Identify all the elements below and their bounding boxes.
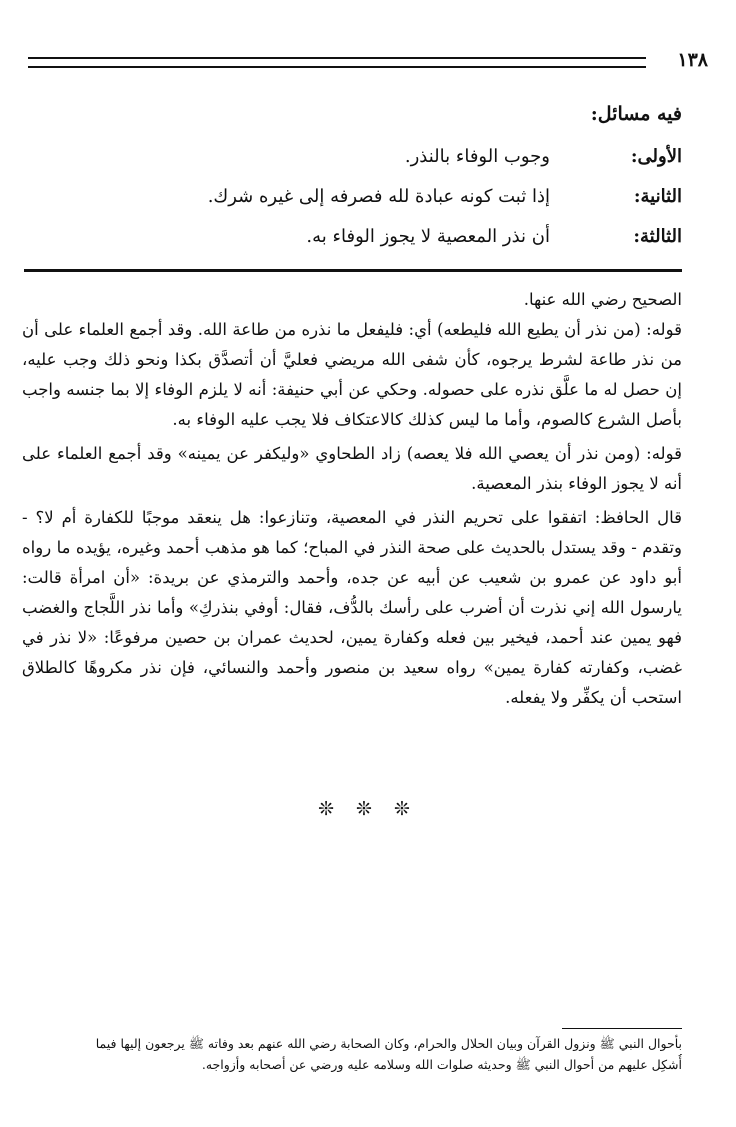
issue-third bbox=[162, 221, 682, 253]
issue-text: أن نذر المعصية لا يجوز الوفاء به. bbox=[306, 226, 550, 247]
issue-text: وجوب الوفاء بالنذر. bbox=[404, 146, 550, 167]
issue-label: الأولى: bbox=[630, 146, 682, 167]
section-divider bbox=[24, 269, 682, 272]
commentary-paragraph: الصحيح رضي الله عنها. bbox=[523, 290, 682, 309]
footnote-line: بأحوال النبي ﷺ ونزول القرآن وبيان الحلال والحرام، وكان الصحابة رضي الله عنهم بعد وفاته ﷺ يرجعون إليها فيما bbox=[95, 1036, 682, 1051]
issues-heading: فيه مسائل: bbox=[590, 103, 682, 125]
commentary-text bbox=[22, 285, 682, 717]
page-number: ١٣٨ bbox=[677, 49, 708, 71]
commentary-paragraph: قوله: (ومن نذر أن يعصي الله فلا يعصه) زاد الطحاوي «وليكفر عن يمينه» وقد أجمع العلماء على أنه لا يجوز الوفاء بنذر المعصية. bbox=[22, 444, 682, 493]
header-double-rule bbox=[28, 57, 646, 68]
issue-label: الثانية: bbox=[633, 186, 682, 207]
footnotes bbox=[22, 1033, 682, 1075]
issue-label: الثالثة: bbox=[633, 226, 682, 247]
issue-first bbox=[162, 141, 682, 173]
footnote-rule bbox=[562, 1028, 682, 1029]
issue-second bbox=[162, 181, 682, 213]
commentary-paragraph: قوله: (من نذر أن يطيع الله فليطعه) أي: فليفعل ما نذره من طاعة الله. وقد أجمع العلماء على أن من نذر طاعة لشرط يرجوه، كأن شفى الله مريضي فعليَّ أن أتصدَّق بكذا ونحو ذلك وجب عليه، إن حصل له ما علَّق نذره على حصوله. وحكي عن أبي حنيفة: أنه لا يلزم الوفاء إلا بما جنسه واجب بأصل الشرع كالصوم، وأما ما ليس كذلك كالاعتكاف فلا يجب عليه الوفاء به. bbox=[22, 320, 682, 429]
issue-text: إذا ثبت كونه عبادة لله فصرفه إلى غيره شرك. bbox=[207, 186, 550, 207]
page-header bbox=[28, 48, 708, 72]
section-separator-stars: ❊ ❊ ❊ bbox=[318, 798, 418, 820]
footnote-line: أُشكِل عليهم من أحوال النبي ﷺ وحديثه صلوات الله وسلامه عليه ورضي عن أصحابه وأزواجه. bbox=[201, 1057, 682, 1072]
commentary-paragraph: قال الحافظ: اتفقوا على تحريم النذر في المعصية، وتنازعوا: هل ينعقد موجبًا للكفارة أم لا؟ - وتقدم - وقد يستدل بالحديث على صحة النذر في المباح؛ كما هو مذهب أحمد وغيره، يؤيده ما رواه أبو داود عن عمرو بن شعيب عن أبيه عن جده، وأحمد والترمذي عن بريدة: «أن امرأة قالت: يارسول الله إني نذرت أن أضرب على رأسك بالدُّف، فقال: أوفي بنذركِ» وأما نذر اللَّجاج والغضب فهو يمين عند أحمد، فيخير بين فعله وكفارة يمين، لحديث عمران بن حصين مرفوعًا: «لا نذر في غضب، وكفارته كفارة يمين» رواه سعيد بن منصور وأحمد والنسائي، فإن نذر مكروهًا كالطلاق استحب أن يكفِّر ولا يفعله. bbox=[22, 508, 682, 707]
